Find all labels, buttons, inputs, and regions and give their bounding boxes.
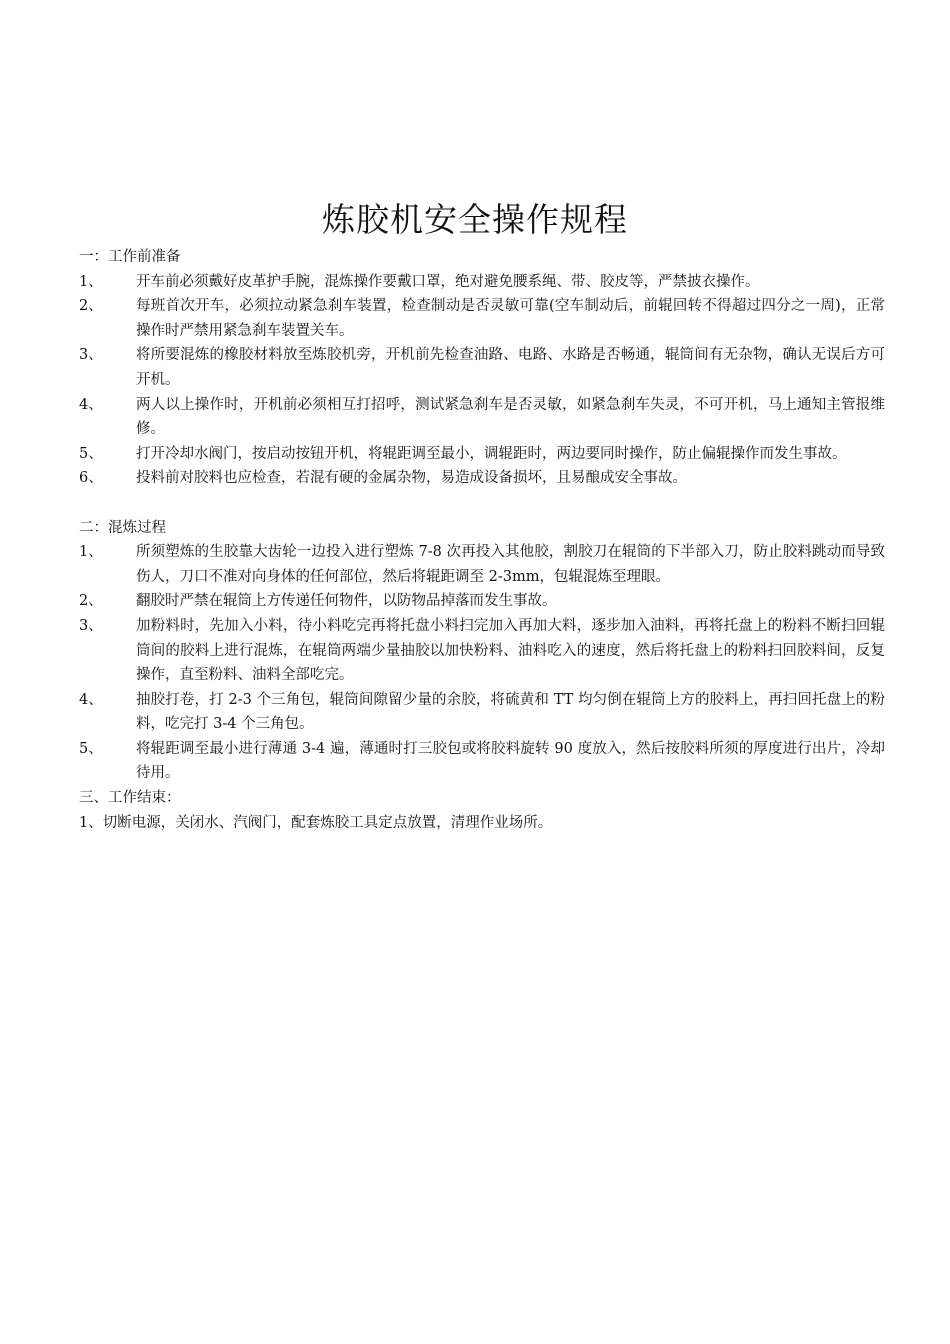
item-text: 打开冷却水阀门，按启动按钮开机，将辊距调至最小，调辊距时，两边要同时操作，防止偏辊操作而发生事故。	[136, 445, 847, 462]
item-number: 3、	[79, 347, 103, 364]
list-item	[79, 589, 885, 614]
list-item	[79, 466, 885, 491]
item-text: 抽胶打卷，打 2-3 个三角包，辊筒间隙留少量的余胶，将硫黄和 TT 均匀倒在辊筒上方的胶料上，再扫回托盘上的粉料，吃完打 3-4 个三角包。	[136, 691, 885, 733]
item-number: 1、	[79, 544, 103, 561]
blank-line	[79, 491, 885, 516]
item-number: 2、	[79, 298, 103, 315]
list-item	[79, 442, 885, 467]
page-title: 炼胶机安全操作规程	[322, 200, 628, 239]
section-heading: 三、工作结束：	[79, 790, 181, 807]
list-item	[79, 737, 885, 786]
item-text: 投料前对胶料也应检查，若混有硬的金属杂物，易造成设备损坏，且易酿成安全事故。	[136, 470, 687, 487]
list-item	[79, 294, 885, 343]
item-text: 将辊距调至最小进行薄通 3-4 遍，薄通时打三胶包或将胶料旋转 90 度放入，然后按胶料所须的厚度进行出片，冷却待用。	[136, 740, 885, 782]
item-text: 开车前必须戴好皮革护手腕，混炼操作要戴口罩，绝对避免腰系绳、带、胶皮等，严禁披衣操作。	[136, 273, 760, 290]
section-mixing-process	[79, 516, 885, 787]
list-item	[79, 270, 885, 295]
list-item	[79, 614, 885, 688]
item-text: 所须塑炼的生胶靠大齿轮一边投入进行塑炼 7-8 次再投入其他胶，割胶刀在辊筒的下半部入刀，防止胶料跳动而导致伤人，刀口不准对向身体的任何部位，然后将辊距调至 2-3mm，包辊混炼至理眼。	[136, 544, 885, 585]
item-number: 4、	[79, 691, 103, 708]
item-text: 将所要混炼的橡胶材料放至炼胶机旁，开机前先检查油路、电路、水路是否畅通，辊筒间有无杂物，确认无误后方可开机。	[136, 347, 885, 388]
item-text: 两人以上操作时，开机前必须相互打招呼，测试紧急刹车是否灵敏，如紧急刹车失灵，不可开机，马上通知主管报维修。	[136, 396, 885, 438]
list-item	[79, 540, 885, 589]
list-item	[79, 393, 885, 442]
document-body	[79, 245, 885, 835]
item-number: 5、	[79, 445, 103, 462]
item-text: 翻胶时严禁在辊筒上方传递任何物件，以防物品掉落而发生事故。	[136, 593, 557, 610]
item-number: 5、	[79, 740, 103, 757]
item-number: 6、	[79, 470, 103, 487]
list-item	[79, 343, 885, 392]
item-number: 2、	[79, 593, 103, 610]
list-item	[79, 688, 885, 737]
item-text: 每班首次开车，必须拉动紧急刹车装置，检查制动是否灵敏可靠(空车制动后，前辊回转不得超过四分之一周)，正常操作时严禁用紧急刹车装置关车。	[136, 298, 885, 339]
section-pre-work	[79, 245, 885, 491]
section-work-end	[79, 786, 885, 835]
section-heading: 二：混炼过程	[79, 519, 166, 536]
item-number: 1、	[79, 273, 103, 290]
item-number: 4、	[79, 396, 103, 413]
item-text: 加粉料时，先加入小料，待小料吃完再将托盘小料扫完加入再加大料，逐步加入油料，再将托盘上的粉料不断扫回辊筒间的胶料上进行混炼，在辊筒两端少量抽胶以加快粉料、油料吃入的速度，然后将托盘上的粉料扫回胶料间，反复操作，直至粉料、油料全部吃完。	[136, 617, 885, 684]
section-heading: 一：工作前准备	[79, 249, 181, 265]
item-number: 3、	[79, 617, 103, 634]
list-item: 1、切断电源，关闭水、汽阀门，配套炼胶工具定点放置，清理作业场所。	[79, 814, 553, 831]
